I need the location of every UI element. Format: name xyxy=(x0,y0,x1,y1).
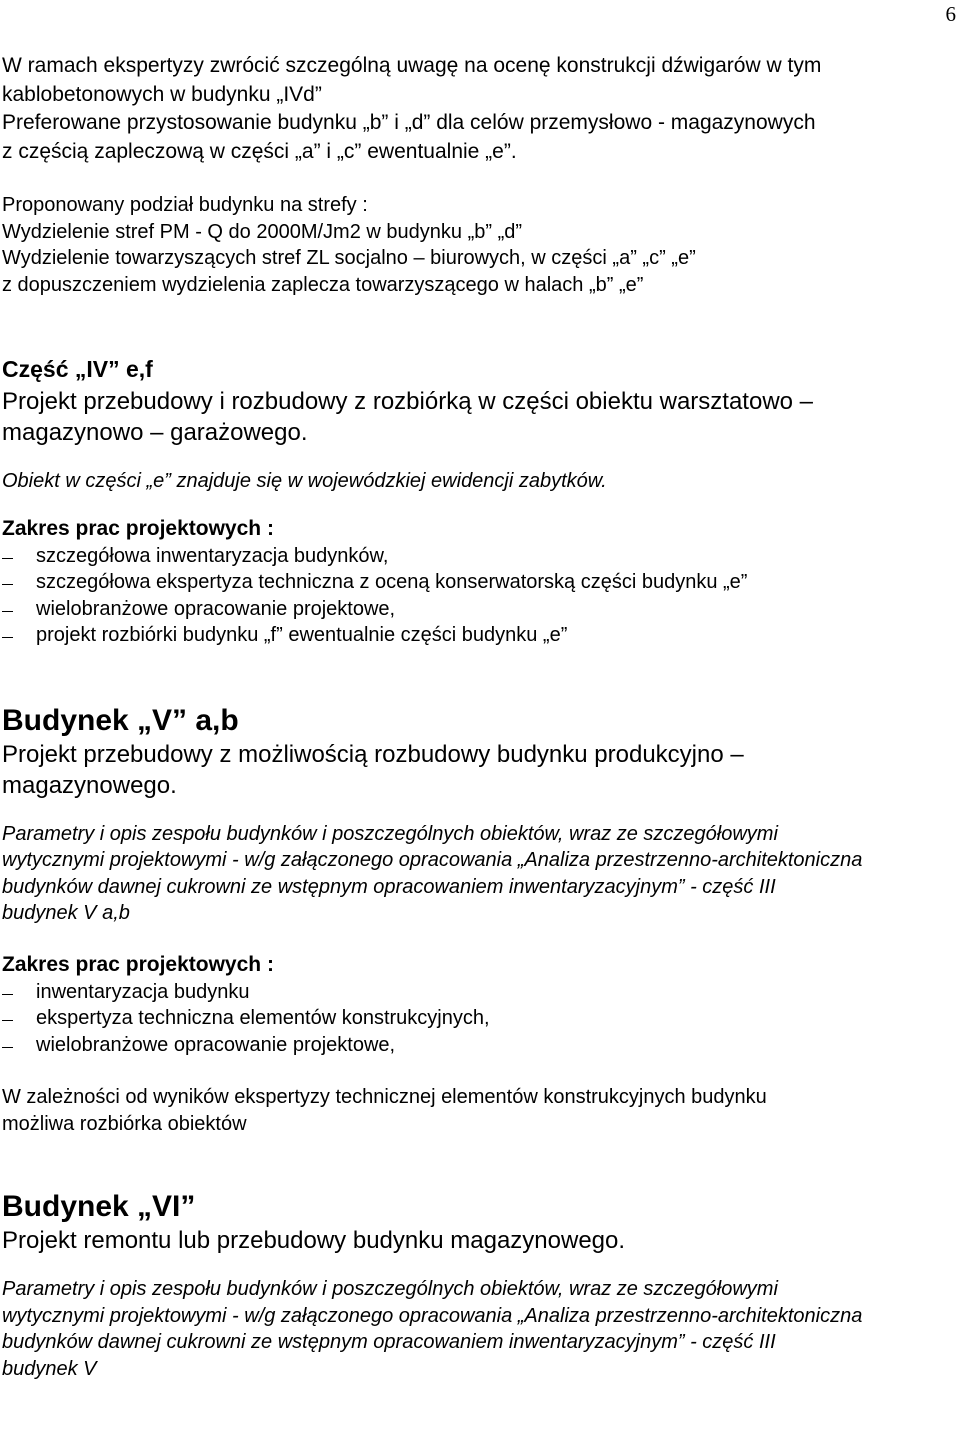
text-line: możliwa rozbiórka obiektów xyxy=(2,1112,247,1135)
list-item: inwentaryzacja budynku xyxy=(2,979,952,1006)
text-line: Projekt przebudowy z możliwością rozbudowy budynku produkcyjno – xyxy=(2,740,744,768)
intro-paragraph xyxy=(2,52,952,166)
list-item: wielobranżowe opracowanie projektowe, xyxy=(2,596,952,623)
document-body xyxy=(2,52,952,1382)
part4-scope-heading: Zakres prac projektowych : xyxy=(2,516,274,540)
text-line: Wydzielenie stref PM - Q do 2000M/Jm2 w budynku „b” „d” xyxy=(2,220,523,243)
building5-heading: Budynek „V” a,b xyxy=(2,703,239,737)
text-line: budynek V a,b xyxy=(2,902,130,924)
building6-params xyxy=(2,1276,952,1382)
text-line: budynek V xyxy=(2,1357,97,1380)
building5-scope-heading: Zakres prac projektowych : xyxy=(2,952,274,976)
text-line: Parametry i opis zespołu budynków i poszczególnych obiektów, wraz ze szczegółowymi xyxy=(2,822,778,845)
text-line: z częścią zapleczową w części „a” i „c” ewentualnie „e”. xyxy=(2,139,517,163)
building5-scope-list xyxy=(2,979,952,1059)
building6-title: Projekt remontu lub przebudowy budynku magazynowego. xyxy=(2,1227,626,1254)
text-line: budynków dawnej cukrowni ze wstępnym opracowaniem inwentaryzacyjnym” - część III xyxy=(2,875,776,898)
text-line: W ramach ekspertyzy zwrócić szczególną uwagę na ocenę konstrukcji dźwigarów w tym xyxy=(2,54,822,77)
text-line: wytycznymi projektowymi - w/g załączonego opracowania „Analiza przestrzenno-architektoniczna xyxy=(2,1304,863,1327)
part4-heading: Część „IV” e,f xyxy=(2,356,153,382)
zones-paragraph xyxy=(2,192,952,298)
building6-heading: Budynek „VI” xyxy=(2,1190,196,1223)
building5-conclusion xyxy=(2,1084,952,1137)
list-item: wielobranżowe opracowanie projektowe, xyxy=(2,1032,952,1059)
text-line: wytycznymi projektowymi - w/g załączonego opracowania „Analiza przestrzenno-architektoniczna xyxy=(2,849,863,871)
text-line: z dopuszczeniem wydzielenia zaplecza towarzyszącego w halach „b” „e” xyxy=(2,273,644,296)
list-item: projekt rozbiórki budynku „f” ewentualnie części budynku „e” xyxy=(2,622,952,649)
part4-note: Obiekt w części „e” znajduje się w wojewódzkiej ewidencji zabytków. xyxy=(2,470,607,492)
text-line: budynków dawnej cukrowni ze wstępnym opracowaniem inwentaryzacyjnym” - część III xyxy=(2,1331,776,1353)
building5-title xyxy=(2,739,952,801)
part4-title xyxy=(2,386,952,448)
list-item: szczegółowa inwentaryzacja budynków, xyxy=(2,543,952,570)
list-item: ekspertyza techniczna elementów konstrukcyjnych, xyxy=(2,1005,952,1032)
text-line: W zależności od wyników ekspertyzy technicznej elementów konstrukcyjnych budynku xyxy=(2,1086,767,1108)
part4-scope-list xyxy=(2,543,952,649)
text-line: Projekt przebudowy i rozbudowy z rozbiórką w części obiektu warsztatowo – xyxy=(2,388,814,415)
text-line: magazynowo – garażowego. xyxy=(2,419,308,446)
text-line: magazynowego. xyxy=(2,771,177,799)
building5-params xyxy=(2,821,952,927)
text-line: Preferowane przystosowanie budynku „b” i „d” dla celów przemysłowo - magazynowych xyxy=(2,111,816,134)
list-item: szczegółowa ekspertyza techniczna z oceną konserwatorską części budynku „e” xyxy=(2,569,952,596)
text-line: Wydzielenie towarzyszących stref ZL socjalno – biurowych, w części „a” „c” „e” xyxy=(2,247,696,269)
page-number: 6 xyxy=(945,2,956,26)
text-line: Proponowany podział budynku na strefy : xyxy=(2,194,368,216)
text-line: kablobetonowych w budynku „IVd” xyxy=(2,82,322,106)
text-line: Parametry i opis zespołu budynków i poszczególnych obiektów, wraz ze szczegółowymi xyxy=(2,1278,778,1300)
